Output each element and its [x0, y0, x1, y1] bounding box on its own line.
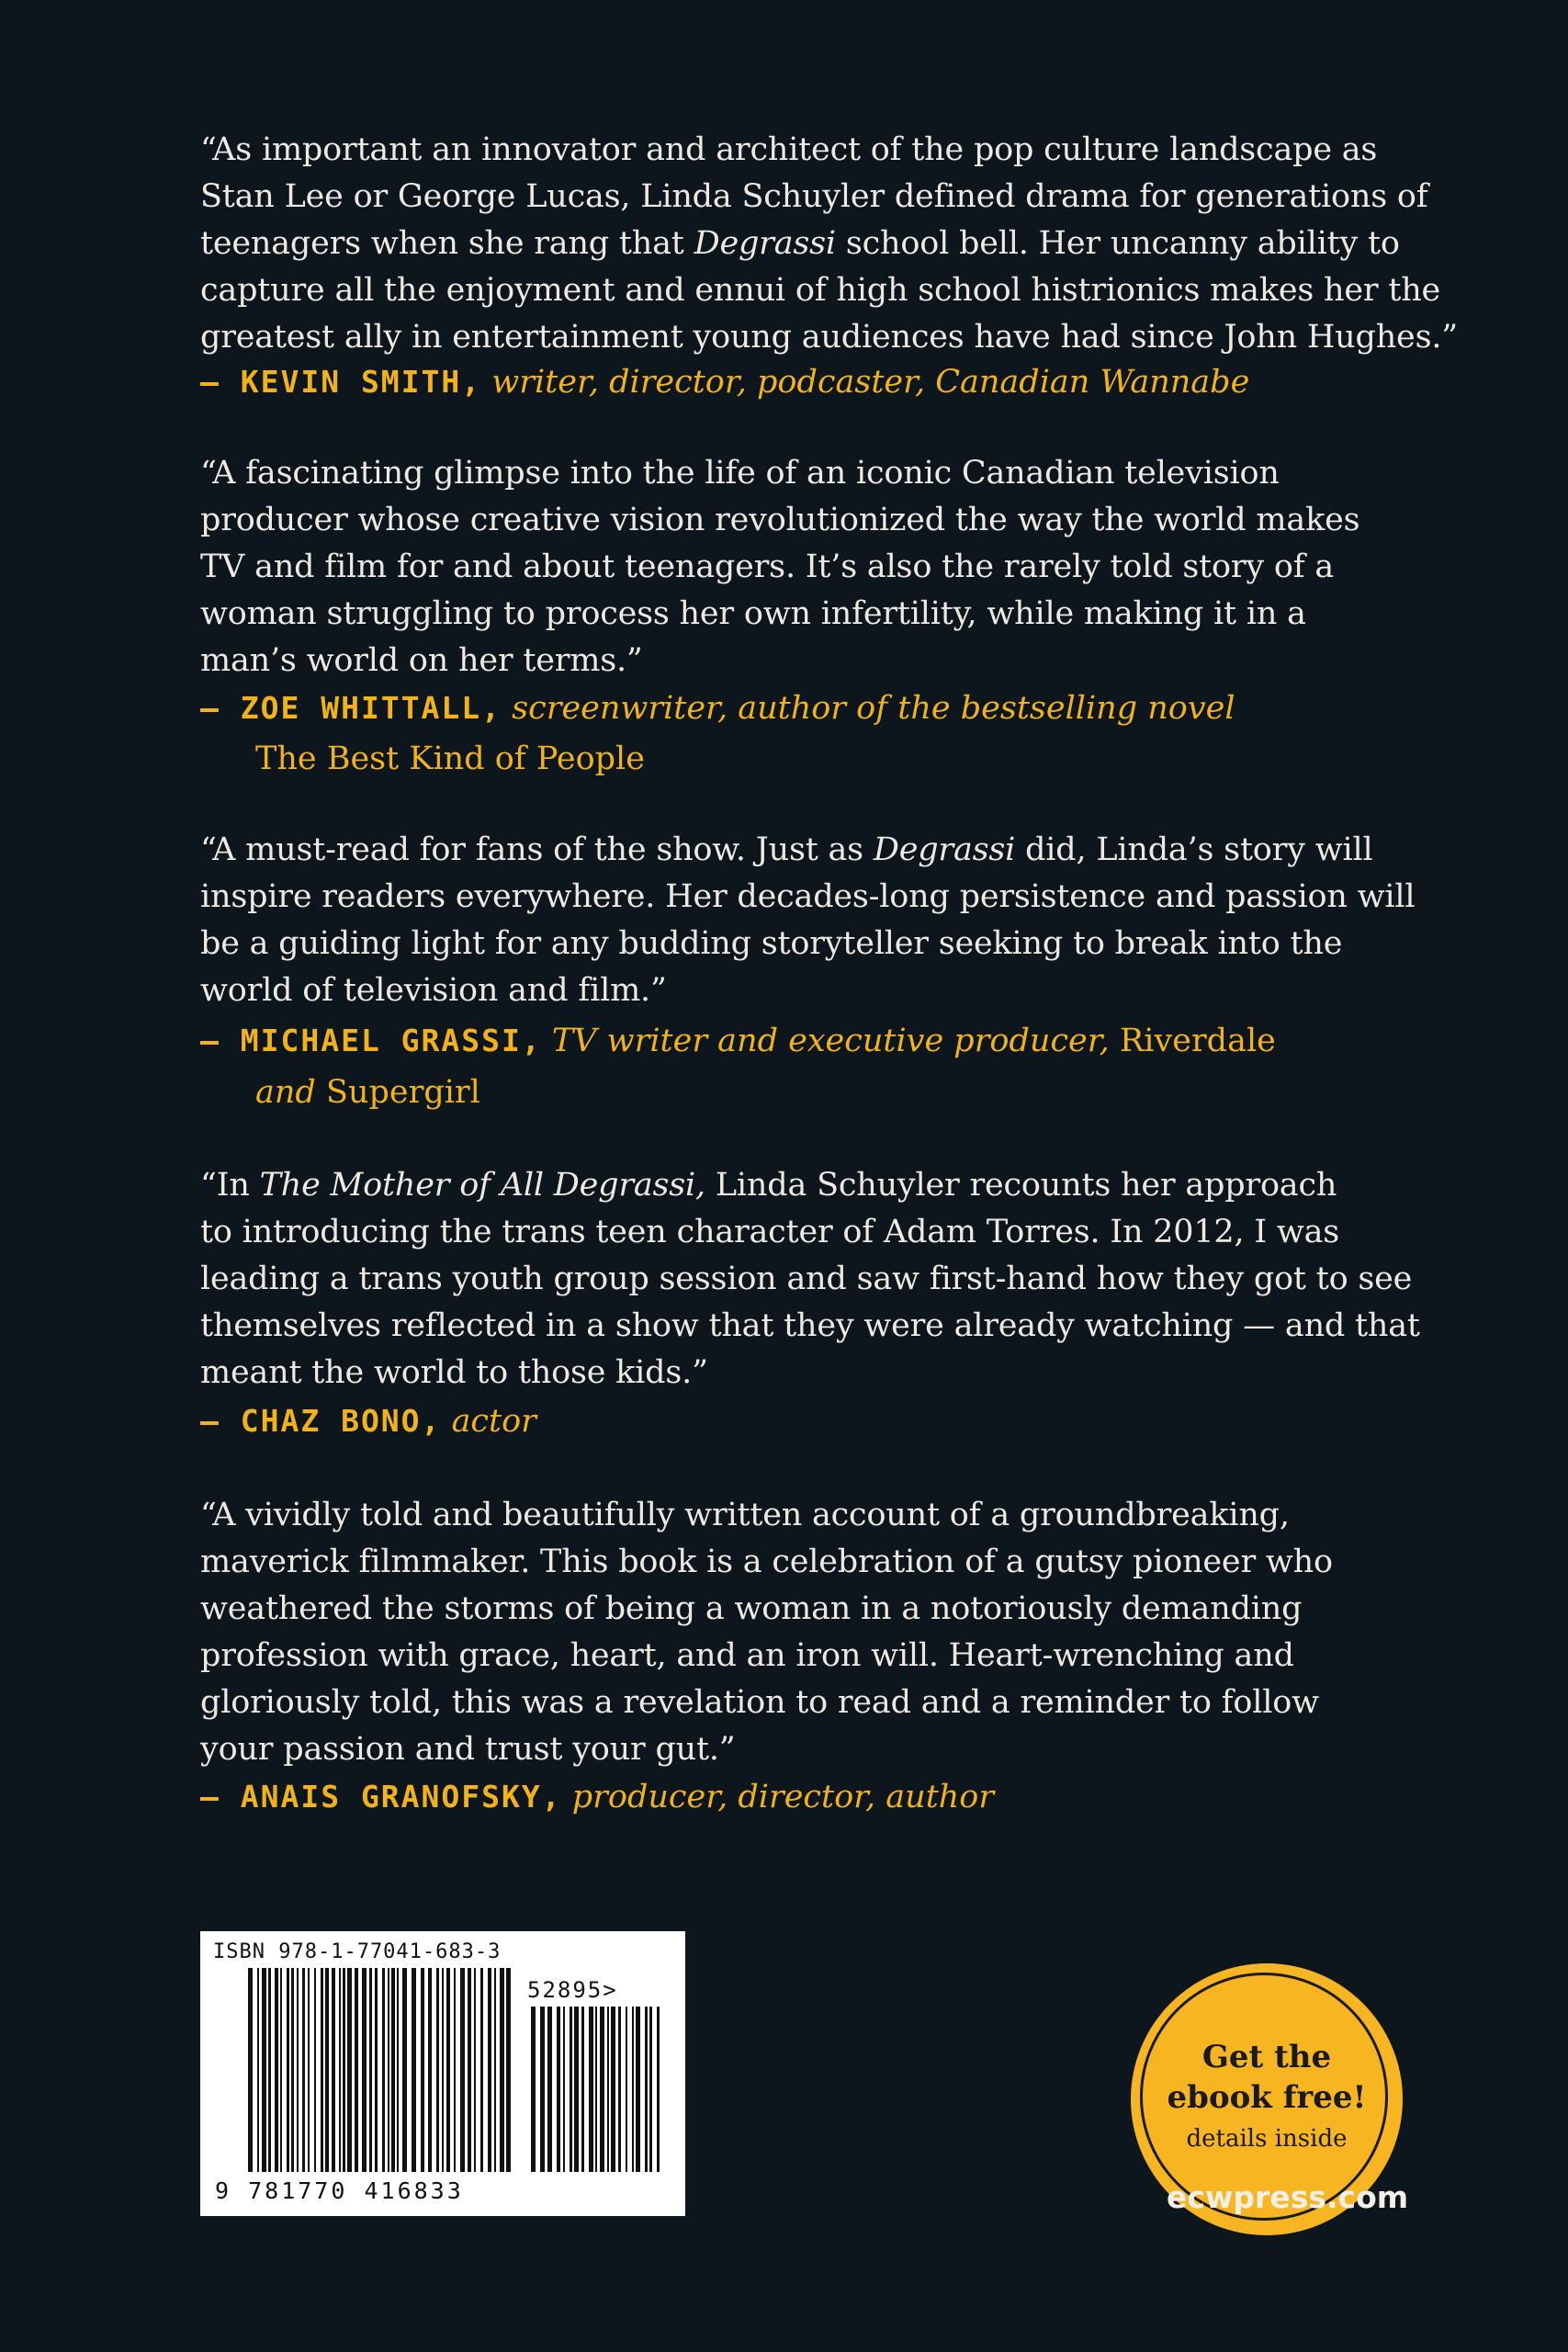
price-code: 52895>	[527, 1977, 618, 2003]
blurb-line: profession with grace, heart, and an iron will. Heart-wrenching and	[200, 1637, 1294, 1674]
blurb-line: weathered the storms of being a woman in a notoriously demanding	[200, 1590, 1303, 1627]
attribution-role: screenwriter, author of the bestselling novel	[512, 690, 1235, 727]
blurb-line: producer whose creative vision revolutionized the way the world makes	[200, 502, 1360, 538]
blurb-anais-granofsky	[200, 1492, 1422, 1773]
attribution-zoe-whittall	[200, 684, 1235, 732]
publisher-website: ecwpress.com	[1167, 2179, 1409, 2215]
barcode-digits: 9 781770 416833	[215, 2177, 464, 2204]
badge-line-3: details inside	[1186, 2125, 1348, 2153]
blurb-line: world of television and film.”	[200, 972, 667, 1009]
blurb-line: inspire readers everywhere. Her decades-long persistence and passion will	[200, 878, 1416, 915]
blurb-line: be a guiding light for any budding storyteller seeking to break into the	[200, 925, 1343, 962]
isbn-label: ISBN 978-1-77041-683-3	[213, 1940, 502, 1963]
blurb-line: TV and film for and about teenagers. It’s also the rarely told story of a	[200, 548, 1335, 585]
attribution-role: actor	[451, 1403, 536, 1440]
blurb-line: greatest ally in entertainment young audiences have had since John Hughes.”	[200, 319, 1458, 356]
attribution-kevin-smith	[200, 358, 1249, 406]
blurb-line: man’s world on her terms.”	[200, 642, 643, 679]
blurb-chaz-bono	[200, 1162, 1422, 1396]
attribution-name: — ZOE WHITTALL,	[200, 690, 502, 726]
blurb-kevin-smith	[200, 127, 1458, 361]
badge-line-2: ebook free!	[1167, 2079, 1367, 2116]
attribution-chaz-bono	[200, 1397, 536, 1445]
attribution-anais-granofsky	[200, 1773, 994, 1821]
attribution-role: writer, director, podcaster, Canadian Wannabe	[491, 364, 1250, 401]
blurb-line: woman struggling to process her own infertility, while making it in a	[200, 595, 1306, 632]
attribution-role-continued: The Best Kind of People	[255, 741, 645, 777]
isbn-barcode	[200, 1931, 685, 2216]
attribution-role-continued: and Supergirl	[255, 1074, 480, 1111]
blurb-line: capture all the enjoyment and ennui of high school histrionics makes her the	[200, 272, 1441, 309]
badge-line-1: Get the	[1201, 2039, 1332, 2075]
blurb-line: gloriously told, this was a revelation to read and a reminder to follow	[200, 1684, 1319, 1721]
attribution-name: — KEVIN SMITH,	[200, 364, 482, 400]
blurb-line: maverick filmmaker. This book is a celebration of a gutsy pioneer who	[200, 1544, 1333, 1580]
attribution-name: — CHAZ BONO,	[200, 1403, 442, 1439]
blurb-line: Stan Lee or George Lucas, Linda Schuyler defined drama for generations of	[200, 178, 1428, 215]
blurb-michael-grassi	[200, 827, 1422, 1014]
blurb-line: “As important an innovator and architect of the pop culture landscape as	[200, 131, 1378, 168]
blurb-zoe-whittall	[200, 450, 1422, 684]
attribution-role: TV writer and executive producer,	[551, 1023, 1110, 1059]
attribution-name: — MICHAEL GRASSI,	[200, 1023, 542, 1058]
blurb-line: meant the world to those kids.”	[200, 1354, 708, 1391]
blurb-line: to introducing the trans teen character of Adam Torres. In 2012, I was	[200, 1214, 1340, 1250]
blurb-line: “In The Mother of All Degrassi, Linda Schuyler recounts her approach	[200, 1167, 1337, 1204]
attribution-michael-grassi: — MICHAEL GRASSI, TV writer and executive producer, Riverdale	[200, 1023, 1276, 1059]
barcode-bars	[200, 1931, 685, 2216]
blurb-line: leading a trans youth group session and saw first-hand how they got to see	[200, 1261, 1413, 1297]
blurb-line: your passion and trust your gut.”	[200, 1731, 736, 1768]
attribution-role: producer, director, author	[571, 1779, 995, 1815]
blurb-line: “A vividly told and beautifully written account of a groundbreaking,	[200, 1497, 1290, 1533]
blurb-line: teenagers when she rang that Degrassi school bell. Her uncanny ability to	[200, 225, 1400, 262]
blurb-line: themselves reflected in a show that they were already watching — and that	[200, 1307, 1420, 1344]
attribution-name: — ANAIS GRANOFSKY,	[200, 1779, 562, 1815]
blurb-line: “A must-read for fans of the show. Just as Degrassi did, Linda’s story will	[200, 831, 1373, 868]
blurb-line: “A fascinating glimpse into the life of an iconic Canadian television	[200, 455, 1280, 492]
